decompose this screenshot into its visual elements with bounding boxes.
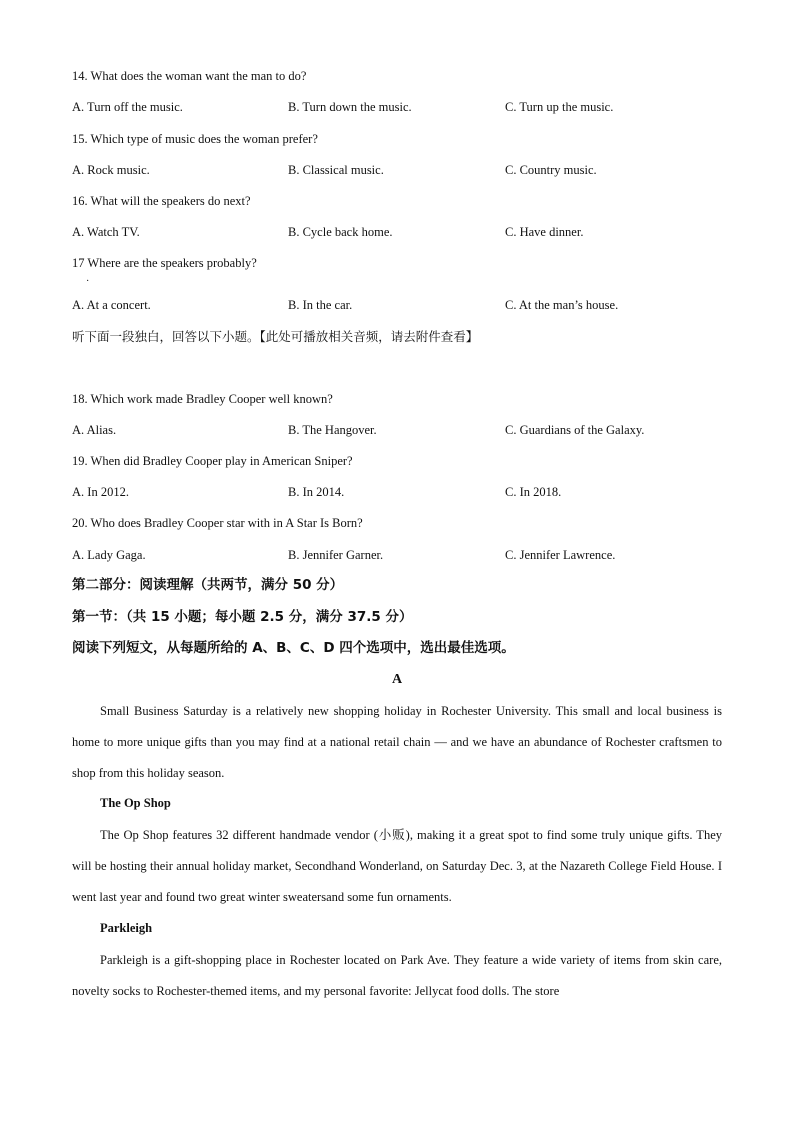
question-18: 18. Which work made Bradley Cooper well known? — [72, 392, 333, 406]
q16-option-b: B. Cycle back home. — [288, 225, 393, 239]
question-16: 16. What will the speakers do next? — [72, 194, 251, 208]
reading-part-title: 第二部分：阅读理解（共两节，满分 50 分） — [72, 577, 344, 593]
q17-option-a: A. At a concert. — [72, 298, 151, 312]
q15-option-c: C. Country music. — [505, 163, 597, 177]
q14-option-b: B. Turn down the music. — [288, 100, 412, 114]
question-17: 17 Where are the speakers probably? — [72, 256, 257, 270]
decorative-dot: · — [86, 276, 90, 287]
q19-option-a: A. In 2012. — [72, 485, 129, 499]
parkleigh-heading: Parkleigh — [100, 921, 153, 935]
question-20: 20. Who does Bradley Cooper star with in A Star Is Born? — [72, 516, 363, 530]
question-19: 19. When did Bradley Cooper play in American Sniper? — [72, 454, 353, 468]
q16-option-a: A. Watch TV. — [72, 225, 140, 239]
parkleigh-paragraph: Parkleigh is a gift-shopping place in Rochester located on Park Ave. They feature a wide variety of items from skin care, novelty socks to Rochester-themed items, and my personal favorite: Jellycat food dolls. The store — [72, 953, 722, 998]
op-shop-heading: The Op Shop — [100, 796, 171, 810]
q16-option-c: C. Have dinner. — [505, 225, 584, 239]
q15-option-a: A. Rock music. — [72, 163, 150, 177]
q20-option-a: A. Lady Gaga. — [72, 548, 146, 562]
q20-option-c: C. Jennifer Lawrence. — [505, 548, 616, 562]
reading-section-title: 第一节：（共 15 小题；每小题 2.5 分，满分 37.5 分） — [72, 609, 413, 625]
q19-option-b: B. In 2014. — [288, 485, 345, 499]
passage-label: A — [391, 672, 403, 687]
q18-option-b: B. The Hangover. — [288, 423, 377, 437]
q20-option-b: B. Jennifer Garner. — [288, 548, 384, 562]
q14-option-a: A. Turn off the music. — [72, 100, 183, 114]
question-15: 15. Which type of music does the woman prefer? — [72, 132, 318, 146]
q17-option-b: B. In the car. — [288, 298, 353, 312]
q19-option-c: C. In 2018. — [505, 485, 562, 499]
reading-instruction: 阅读下列短文，从每题所给的 A、B、C、D 四个选项中，选出最佳选项。 — [72, 640, 515, 656]
q14-option-c: C. Turn up the music. — [505, 100, 614, 114]
q18-option-a: A. Alias. — [72, 423, 117, 437]
question-14: 14. What does the woman want the man to do? — [72, 69, 307, 83]
q18-option-c: C. Guardians of the Galaxy. — [505, 423, 645, 437]
passage-intro: Small Business Saturday is a relatively new shopping holiday in Rochester University. This small and local business is home to more unique gifts than you may find at a national retail chain — and we have an abundance of Rochester craftsmen to shop from this holiday season. — [72, 704, 722, 780]
q15-option-b: B. Classical music. — [288, 163, 384, 177]
monologue-instruction: 听下面一段独白，回答以下小题。【此处可播放相关音频，请去附件查看】 — [72, 329, 479, 344]
op-shop-paragraph: The Op Shop features 32 different handmade vendor (小贩), making it a great spot to find some truly unique gifts. They will be hosting their annual holiday market, Secondhand Wonderland, on Saturday Dec. 3, at the Nazareth College Field House. I went last year and found two great winter sweatersand some fun ornaments. — [72, 828, 722, 904]
q17-option-c: C. At the man’s house. — [505, 298, 619, 312]
